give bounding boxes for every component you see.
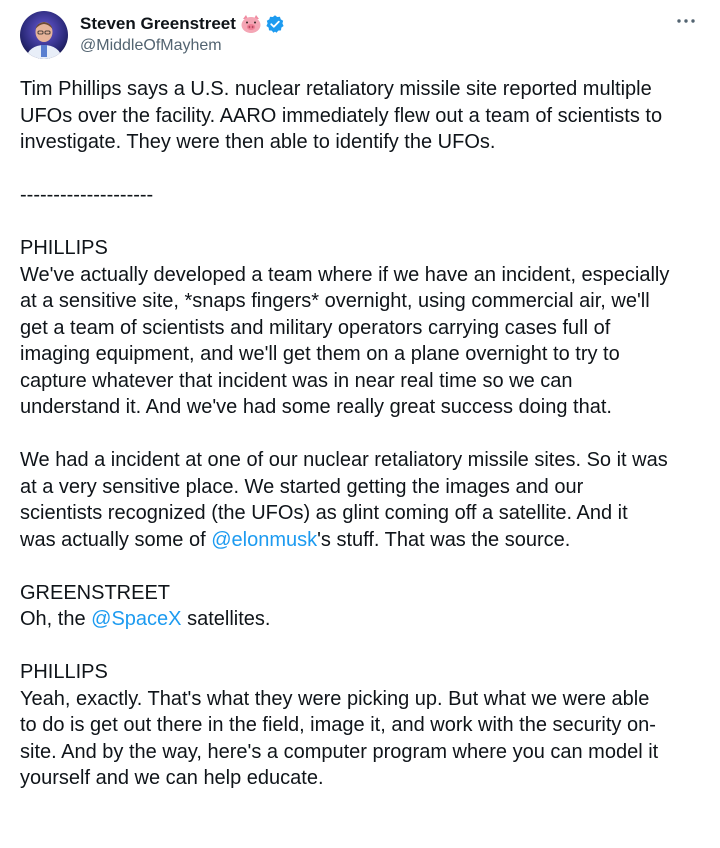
speaker-label: PHILLIPS bbox=[20, 661, 108, 683]
speaker-label: GREENSTREET bbox=[20, 581, 171, 604]
text-line: We've actually developed a team where if we have an incident, especially bbox=[20, 263, 670, 286]
text-fragment: Oh, the bbox=[20, 608, 92, 630]
blank-line bbox=[20, 553, 704, 580]
text-line: at a very sensitive place. We started getting the images and our bbox=[20, 475, 584, 498]
text-fragment: was actually some of bbox=[20, 528, 212, 551]
blank-line bbox=[20, 156, 704, 183]
text-line: Yeah, exactly. That's what they were picking up. But what we were able bbox=[20, 687, 650, 710]
mention-elonmusk-link[interactable]: @elonmusk bbox=[211, 528, 318, 551]
text-line: to do is get out there in the field, image it, and work with the security on- bbox=[20, 714, 656, 736]
text-line: understand it. And we've had some really great success doing that. bbox=[20, 396, 612, 418]
text-line: We had a incident at one of our nuclear retaliatory missile sites. So it was bbox=[20, 449, 668, 471]
blank-line bbox=[20, 209, 704, 236]
text-line: investigate. They were then able to identify the UFOs. bbox=[20, 131, 496, 153]
text-line: yourself and we can help educate. bbox=[20, 767, 324, 789]
verified-badge-icon[interactable] bbox=[265, 14, 285, 34]
blank-line bbox=[20, 633, 704, 660]
text-line: capture whatever that incident was in near real time so we can bbox=[20, 369, 573, 392]
text-line: Tim Phillips says a U.S. nuclear retaliatory missile site reported multiple bbox=[20, 78, 652, 100]
text-line: site. And by the way, here's a computer program where you can model it bbox=[20, 740, 659, 763]
tweet-header bbox=[20, 11, 700, 61]
blank-line bbox=[20, 421, 704, 448]
display-name[interactable]: Steven Greenstreet bbox=[80, 14, 236, 33]
mention-spacex-link[interactable]: @SpaceX bbox=[91, 608, 182, 630]
text-line: imaging equipment, and we'll get them on a plane overnight to try to bbox=[20, 343, 620, 365]
name-row bbox=[80, 13, 285, 35]
text-line: UFOs over the facility. AARO immediately flew out a team of scientists to bbox=[20, 104, 663, 127]
speaker-label: PHILLIPS bbox=[20, 237, 108, 259]
text-fragment: satellites. bbox=[181, 608, 271, 630]
text-line: scientists recognized (the UFOs) as glint coming off a satellite. And it bbox=[20, 502, 628, 524]
pig-face-icon bbox=[240, 14, 262, 34]
text-line-with-mention bbox=[20, 606, 704, 633]
text-line-with-mention bbox=[20, 527, 704, 554]
text-line: at a sensitive site, *snaps fingers* overnight, using commercial air, we'll bbox=[20, 290, 650, 312]
text-line: get a team of scientists and military operators carrying cases full of bbox=[20, 316, 611, 339]
more-horizontal-icon[interactable] bbox=[674, 11, 698, 31]
author-handle[interactable]: @MiddleOfMayhem bbox=[80, 37, 222, 54]
text-fragment: 's stuff. That was the source. bbox=[317, 528, 571, 551]
author-block bbox=[80, 13, 285, 55]
avatar[interactable] bbox=[20, 11, 68, 59]
divider-text: -------------------- bbox=[20, 184, 154, 206]
tweet-text bbox=[20, 76, 704, 792]
avatar-image bbox=[20, 11, 68, 59]
